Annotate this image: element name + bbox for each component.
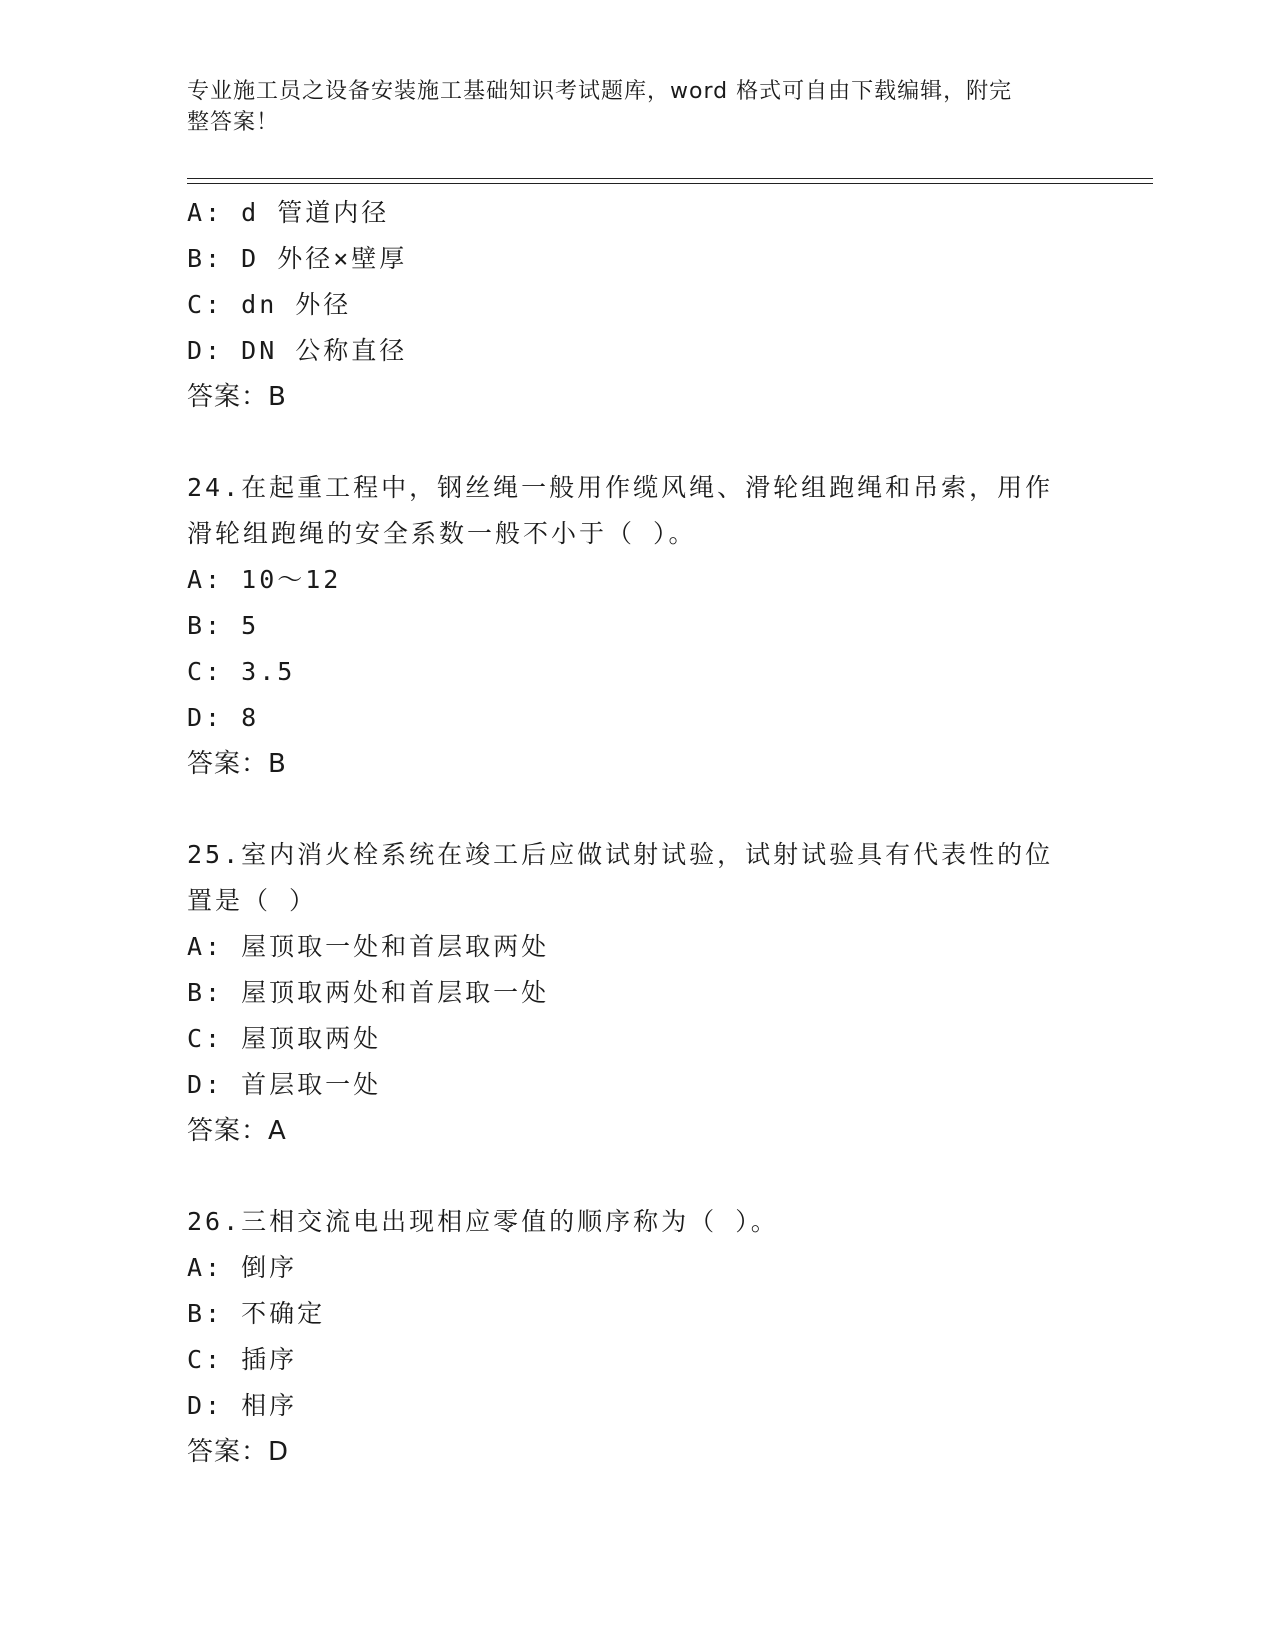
question-23-continued <box>187 190 1087 420</box>
question-text: 25.室内消火栓系统在竣工后应做试射试验，试射试验具有代表性的位 <box>187 840 1054 869</box>
header-divider-bottom <box>187 183 1153 184</box>
question-text: 置是（ ） <box>187 886 318 915</box>
option-c: C: 插序 <box>187 1345 298 1374</box>
spacer <box>187 787 1087 832</box>
question-text: 滑轮组跑绳的安全系数一般不小于（ ）。 <box>187 519 697 548</box>
option-b: B: 屋顶取两处和首层取一处 <box>187 978 550 1007</box>
header-divider-top <box>187 178 1153 179</box>
option-c: C: 3.5 <box>187 657 296 686</box>
answer-line: 答案：D <box>187 1437 290 1467</box>
document-header <box>187 76 1067 138</box>
question-text: 26.三相交流电出现相应零值的顺序称为（ ）。 <box>187 1207 779 1236</box>
option-c: C: dn 外径 <box>187 290 352 319</box>
question-25 <box>187 832 1087 1154</box>
answer-line: 答案：B <box>187 749 287 779</box>
option-a: A: 10～12 <box>187 565 342 594</box>
header-title-line-2: 整答案！ <box>187 110 280 135</box>
option-b: B: D 外径×壁厚 <box>187 244 408 273</box>
option-c: C: 屋顶取两处 <box>187 1024 382 1053</box>
option-d: D: 相序 <box>187 1391 298 1420</box>
question-24 <box>187 465 1087 787</box>
option-d: D: 首层取一处 <box>187 1070 382 1099</box>
option-b: B: 不确定 <box>187 1299 326 1328</box>
spacer <box>187 1154 1087 1199</box>
option-d: D: 8 <box>187 703 260 732</box>
question-text: 24.在起重工程中，钢丝绳一般用作缆风绳、滑轮组跑绳和吊索，用作 <box>187 473 1054 502</box>
answer-line: 答案：A <box>187 1116 287 1146</box>
spacer <box>187 420 1087 465</box>
option-a: A: d 管道内径 <box>187 198 390 227</box>
question-list <box>187 190 1087 1475</box>
header-title-line-1: 专业施工员之设备安装施工基础知识考试题库，word 格式可自由下载编辑，附完 <box>187 79 1013 104</box>
answer-line: 答案：B <box>187 382 287 412</box>
option-d: D: DN 公称直径 <box>187 336 408 365</box>
option-a: A: 屋顶取一处和首层取两处 <box>187 932 550 961</box>
option-a: A: 倒序 <box>187 1253 298 1282</box>
option-b: B: 5 <box>187 611 260 640</box>
question-26 <box>187 1199 1087 1475</box>
